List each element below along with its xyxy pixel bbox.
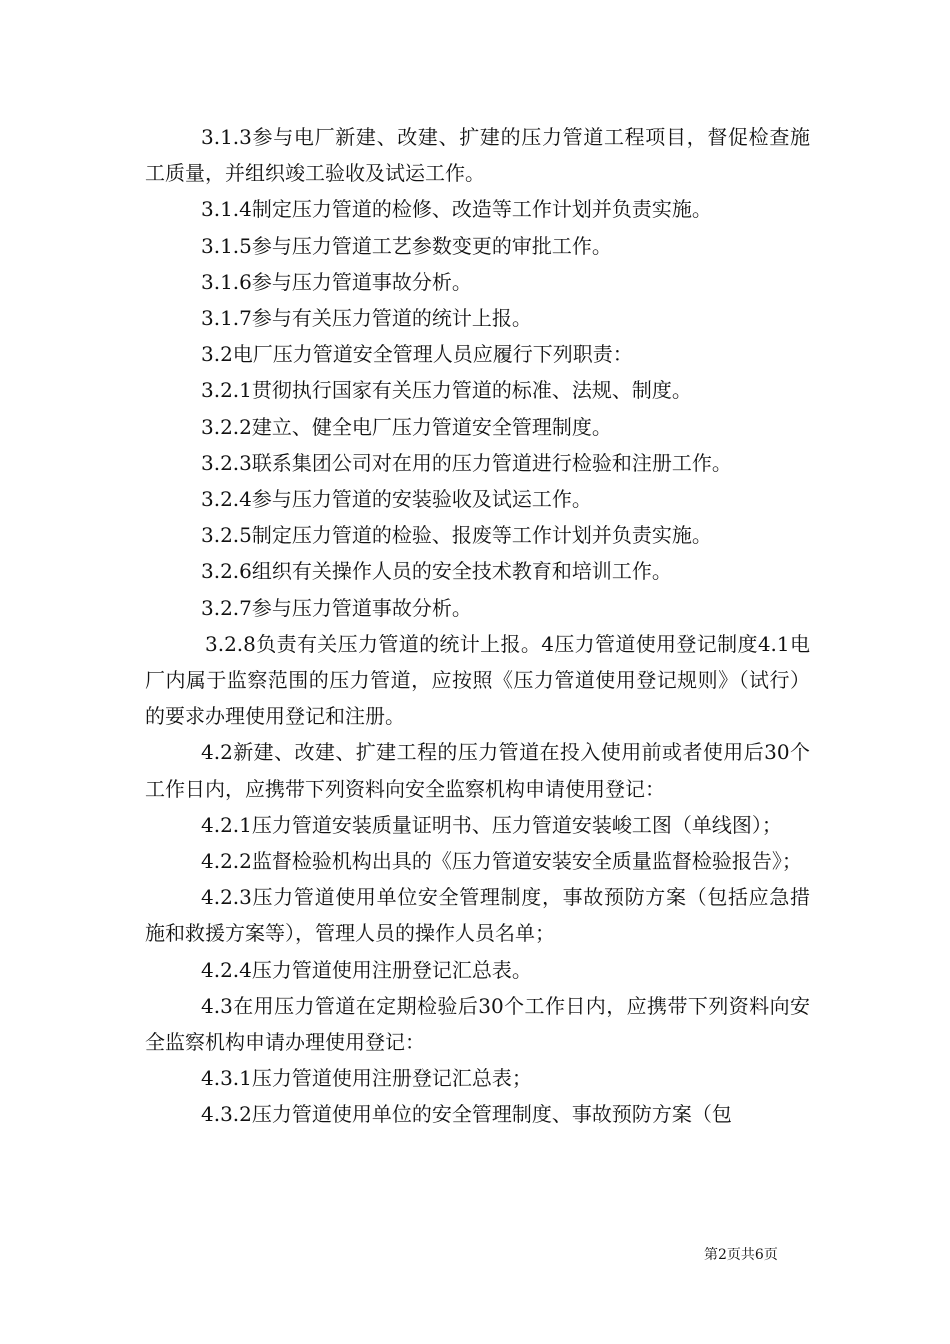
paragraph-3-1-3: 3.1.3参与电厂新建、改建、扩建的压力管道工程项目，督促检查施工质量，并组织竣工验收及试运工作。 — [145, 125, 810, 186]
paragraph-3-1-5: 3.1.5参与压力管道工艺参数变更的审批工作。 — [201, 233, 612, 258]
paragraph-4-2: 4.2新建、改建、扩建工程的压力管道在投入使用前或者使用后30个工作日内，应携带下列资料向安全监察机构申请使用登记： — [145, 740, 810, 801]
paragraph-3-2: 3.2电厂压力管道安全管理人员应履行下列职责： — [201, 342, 633, 367]
paragraph-3-2-8: 3.2.8负责有关压力管道的统计上报。4压力管道使用登记制度4.1电厂内属于监察范围的压力管道，应按照《压力管道使用登记规则》（试行）的要求办理使用登记和注册。 — [145, 631, 810, 729]
paragraph-3-2-6: 3.2.6组织有关操作人员的安全技术教育和培训工作。 — [201, 559, 672, 584]
paragraph-3-2-7: 3.2.7参与压力管道事故分析。 — [201, 595, 472, 620]
paragraph-3-2-4: 3.2.4参与压力管道的安装验收及试运工作。 — [201, 487, 592, 512]
paragraph-4-3-2: 4.3.2压力管道使用单位的安全管理制度、事故预防方案（包 — [201, 1102, 732, 1127]
paragraph-3-1-7: 3.1.7参与有关压力管道的统计上报。 — [201, 306, 532, 331]
paragraph-3-1-4: 3.1.4制定压力管道的检修、改造等工作计划并负责实施。 — [201, 197, 712, 222]
paragraph-3-1-6: 3.1.6参与压力管道事故分析。 — [201, 269, 472, 294]
paragraph-4-2-2: 4.2.2监督检验机构出具的《压力管道安装安全质量监督检验报告》； — [201, 849, 802, 874]
paragraph-4-3: 4.3在用压力管道在定期检验后30个工作日内，应携带下列资料向安全监察机构申请办理使用登记： — [145, 993, 810, 1055]
page-number-footer: 第2页共6页 — [704, 1247, 778, 1263]
paragraph-4-3-1: 4.3.1压力管道使用注册登记汇总表； — [201, 1066, 532, 1091]
paragraph-4-2-1: 4.2.1压力管道安装质量证明书、压力管道安装峻工图（单线图）； — [201, 812, 782, 837]
document-body — [145, 119, 810, 1133]
paragraph-4-2-4: 4.2.4压力管道使用注册登记汇总表。 — [201, 957, 532, 982]
paragraph-3-2-2: 3.2.2建立、健全电厂压力管道安全管理制度。 — [201, 414, 612, 439]
paragraph-4-2-3: 4.2.3压力管道使用单位安全管理制度，事故预防方案（包括应急措施和救援方案等），管理人员的操作人员名单； — [145, 885, 810, 946]
paragraph-3-2-5: 3.2.5制定压力管道的检验、报废等工作计划并负责实施。 — [201, 523, 712, 548]
paragraph-3-2-1: 3.2.1贯彻执行国家有关压力管道的标准、法规、制度。 — [201, 378, 692, 403]
paragraph-3-2-3: 3.2.3联系集团公司对在用的压力管道进行检验和注册工作。 — [201, 450, 732, 475]
